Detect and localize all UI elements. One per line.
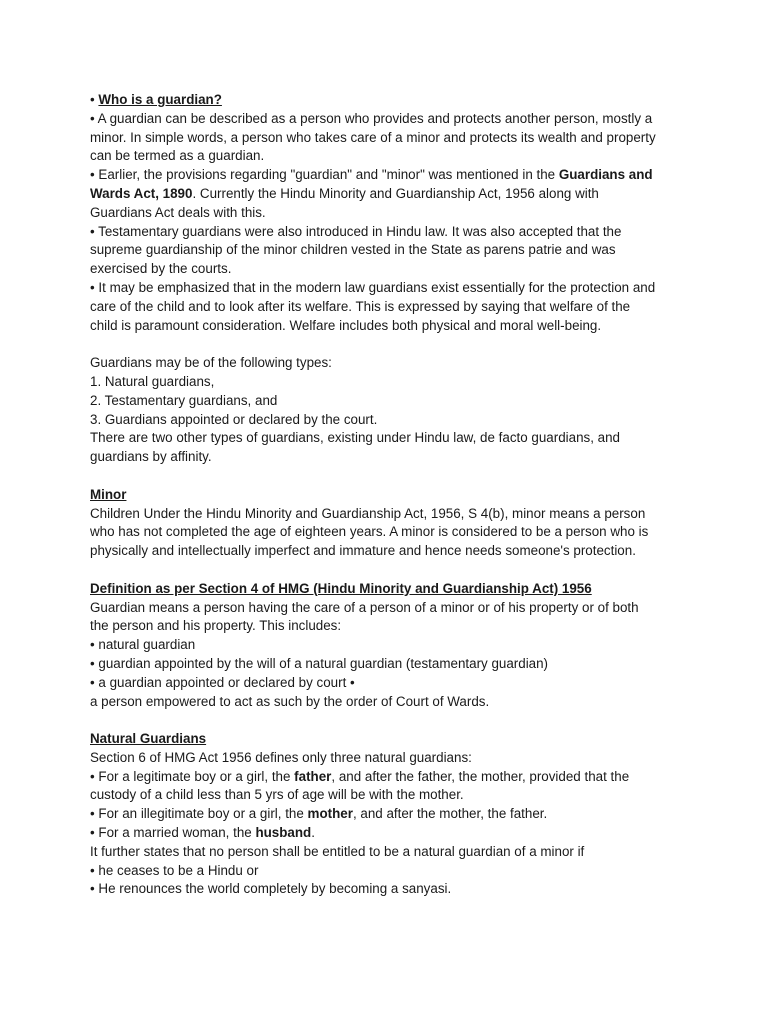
natural-line: • He renounces the world completely by becoming a sanyasi.	[90, 881, 452, 897]
intro-p3-line: exercised by the courts.	[90, 261, 232, 277]
natural-line: Section 6 of HMG Act 1956 defines only three natural guardians:	[90, 749, 472, 765]
spacer	[90, 467, 690, 486]
spacer	[90, 561, 690, 580]
mother-bold: mother	[307, 806, 353, 822]
natural-line: custody of a child less than 5 yrs of age will be with the mother.	[90, 787, 464, 803]
natural-line: It further states that no person shall be entitled to be a natural guardian of a minor if	[90, 843, 585, 859]
intro-p1-line: • A guardian can be described as a person who provides and protects another person, mostly a	[90, 110, 653, 126]
intro-p2-text: • Earlier, the provisions regarding "guardian" and "minor" was mentioned in the	[90, 167, 559, 183]
intro-p2-line: Guardians Act deals with this.	[90, 204, 266, 220]
act-name-bold: Guardians and	[558, 167, 653, 183]
natural-line: • he ceases to be a Hindu or	[90, 862, 259, 878]
types-line: There are two other types of guardians, existing under Hindu law, de facto guardians, and	[90, 430, 620, 446]
minor-line: physically and intellectually imperfect and immature and hence needs someone's protection.	[90, 543, 636, 559]
spacer	[90, 335, 690, 354]
father-bold: father	[294, 768, 332, 784]
natural-line	[90, 824, 690, 843]
types-line: 1. Natural guardians,	[90, 373, 215, 389]
minor-line: Children Under the Hindu Minority and Guardianship Act, 1956, S 4(b), minor means a person	[90, 505, 646, 521]
natural-text: • For a married woman, the	[90, 825, 256, 841]
intro-p4-line: • It may be emphasized that in the modern law guardians exist essentially for the protection and	[90, 279, 656, 295]
natural-text: • For an illegitimate boy or a girl, the	[90, 806, 308, 822]
act-name-bold: Wards Act, 1890	[90, 185, 193, 201]
definition-line: the person and his property. This includes:	[90, 618, 342, 634]
heading-bullet: •	[90, 92, 99, 107]
intro-p3-line: • Testamentary guardians were also introduced in Hindu law. It was also accepted that the	[90, 223, 622, 239]
document-page	[90, 91, 690, 899]
types-line: 3. Guardians appointed or declared by the court.	[90, 411, 378, 427]
spacer	[90, 711, 690, 730]
intro-p4-line: care of the child and to look after its welfare. This is expressed by saying that welfare of the	[90, 298, 631, 314]
husband-bold: husband	[255, 825, 312, 841]
minor-heading: Minor	[90, 486, 127, 502]
who-is-guardian-heading: Who is a guardian?	[98, 92, 222, 107]
natural-text: • For a legitimate boy or a girl, the	[90, 768, 295, 784]
who-is-guardian-heading-line	[90, 91, 690, 110]
natural-line	[90, 768, 690, 787]
definition-line: • guardian appointed by the will of a natural guardian (testamentary guardian)	[90, 655, 549, 671]
intro-p4-line: child is paramount consideration. Welfare includes both physical and moral well-being.	[90, 317, 602, 333]
intro-p3-line: supreme guardianship of the minor children vested in the State as parens patrie and was	[90, 242, 616, 258]
definition-line: • a guardian appointed or declared by court •	[90, 674, 355, 690]
definition-line: a person empowered to act as such by the order of Court of Wards.	[90, 693, 490, 709]
natural-line	[90, 805, 690, 824]
types-line: Guardians may be of the following types:	[90, 355, 332, 371]
intro-p2-line	[90, 185, 690, 204]
intro-p1-line: minor. In simple words, a person who takes care of a minor and protects its wealth and property	[90, 129, 656, 145]
natural-text: , and after the mother, the father.	[352, 806, 548, 822]
types-line: guardians by affinity.	[90, 449, 212, 465]
natural-guardians-heading: Natural Guardians	[90, 731, 207, 747]
definition-line: • natural guardian	[90, 637, 196, 653]
natural-text: , and after the father, the mother, provided that the	[331, 768, 630, 784]
definition-heading: Definition as per Section 4 of HMG (Hindu Minority and Guardianship Act) 1956	[90, 580, 592, 596]
natural-text: .	[311, 825, 315, 841]
intro-p2-line	[90, 166, 690, 185]
minor-line: who has not completed the age of eighteen years. A minor is considered to be a person who is	[90, 524, 649, 540]
definition-line: Guardian means a person having the care of a person of a minor or of his property or of both	[90, 599, 639, 615]
intro-p1-line: can be termed as a guardian.	[90, 148, 265, 164]
types-line: 2. Testamentary guardians, and	[90, 392, 278, 408]
intro-p2-text: . Currently the Hindu Minority and Guardianship Act, 1956 along with	[192, 185, 599, 201]
